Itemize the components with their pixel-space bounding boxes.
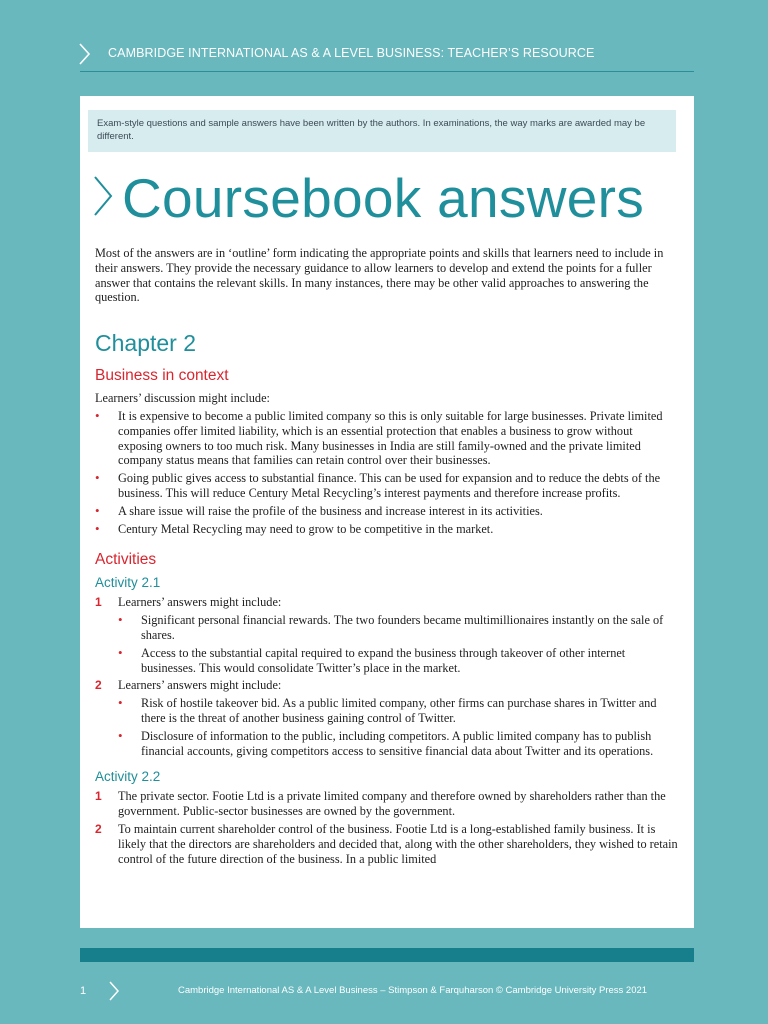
list-item <box>95 471 680 501</box>
bullet-icon: • <box>118 644 123 660</box>
item-number: 1 <box>95 595 102 610</box>
bullet-icon: • <box>118 727 123 743</box>
numbered-item <box>95 789 680 819</box>
chapter-heading: Chapter 2 <box>95 330 197 357</box>
page-title <box>92 162 644 234</box>
list-item-text: Going public gives access to substantial finance. This can be used for expansion and to reduce the debts of the business. This will reduce Century Metal Recycling’s interest payments and therefore increase profits. <box>118 471 661 500</box>
bullet-icon: • <box>118 695 123 711</box>
item-text: The private sector. Footie Ltd is a private limited company and therefore owned by shareholders rather than the government. Public-sector businesses are owned by the government. <box>118 789 666 819</box>
header-title: CAMBRIDGE INTERNATIONAL AS & A LEVEL BUSINESS: TEACHER’S RESOURCE <box>108 46 595 60</box>
bullet-icon: • <box>95 407 100 423</box>
activity-heading-2-1: Activity 2.1 <box>95 575 161 591</box>
chevron-right-icon <box>108 980 120 1007</box>
list-item-text: It is expensive to become a public limited company so this is only suitable for large businesses. Private limited companies offer limited liability, which is an essential protection that enables a business to grow without exposing owners to too much risk. Many businesses in India are still family-owned and the private limited company status means that families can retain control over their businesses. <box>118 408 663 468</box>
item-number: 2 <box>95 821 102 836</box>
numbered-list <box>95 789 680 866</box>
item-text: Learners’ answers might include: <box>118 595 282 610</box>
item-number: 2 <box>95 678 102 693</box>
bullet-icon: • <box>95 470 100 486</box>
bullet-list <box>95 409 680 536</box>
page-title-text: Coursebook answers <box>122 167 645 229</box>
page-number: 1 <box>80 985 87 997</box>
footer-credit: Cambridge International AS & A Level Business – Stimpson & Farquharson © Cambridge University Press 2021 <box>178 985 648 996</box>
list-item-text: Access to the substantial capital required to expand the business through takeover of other internet businesses. This would consolidate Twitter’s place in the market. <box>141 645 626 675</box>
running-header <box>0 0 768 72</box>
numbered-list <box>95 595 680 758</box>
list-item <box>118 729 680 759</box>
exam-notice: Exam-style questions and sample answers have been written by the authors. In examinations, the way marks are awarded may be different. <box>88 110 676 152</box>
chevron-right-icon <box>92 174 114 223</box>
header-rule <box>80 71 694 72</box>
list-item <box>95 409 680 468</box>
list-item-text: A share issue will raise the profile of the business and increase interest in its activities. <box>118 503 543 518</box>
main-content <box>95 246 680 869</box>
bullet-icon: • <box>95 520 100 536</box>
bullet-list <box>118 613 680 675</box>
bullet-icon: • <box>118 612 123 628</box>
list-item-text: Significant personal financial rewards. The two founders became multimillionaires instantly on the sale of shares. <box>141 613 664 642</box>
list-item <box>118 613 680 643</box>
list-item <box>95 522 680 537</box>
numbered-item <box>95 595 680 675</box>
list-item-text: Disclosure of information to the public, including competitors. A public limited company has to publish financial accounts, giving competitors access to sensitive financial data about Twitter and its operations. <box>141 728 654 758</box>
list-item <box>95 504 680 519</box>
page-sheet <box>80 96 694 928</box>
section-heading-activities: Activities <box>95 551 157 569</box>
chevron-right-icon <box>78 42 92 71</box>
numbered-item <box>95 678 680 758</box>
list-item-text: Century Metal Recycling may need to grow to be competitive in the market. <box>118 521 494 536</box>
item-number: 1 <box>95 789 102 804</box>
bullet-list <box>118 696 680 758</box>
item-text: Learners’ answers might include: <box>118 678 282 693</box>
numbered-item <box>95 822 680 866</box>
list-item <box>118 646 680 676</box>
list-item-text: Risk of hostile takeover bid. As a public limited company, other firms can purchase shares in Twitter and there is the threat of another business gaining control of Twitter. <box>141 696 657 725</box>
section-heading-business-in-context: Business in context <box>95 367 229 385</box>
footer-bar <box>80 948 694 962</box>
intro-paragraph: Most of the answers are in ‘outline’ form indicating the appropriate points and skills that learners need to include in their answers. They provide the necessary guidance to allow learners to develop and extend the points for a fuller answer that contains the relevant skills. In many instances, there may be other valid approaches to answering the question. <box>95 246 664 305</box>
list-item <box>118 696 680 726</box>
item-text: To maintain current shareholder control of the business. Footie Ltd is a long-established family business. It is likely that the directors are shareholders and decided that, along with the other shareholders, they wished to retain control of the future direction of the business. In a public limited <box>118 821 678 866</box>
bullet-icon: • <box>95 502 100 518</box>
section-lead: Learners’ discussion might include: <box>95 391 270 406</box>
activity-heading-2-2: Activity 2.2 <box>95 769 161 785</box>
